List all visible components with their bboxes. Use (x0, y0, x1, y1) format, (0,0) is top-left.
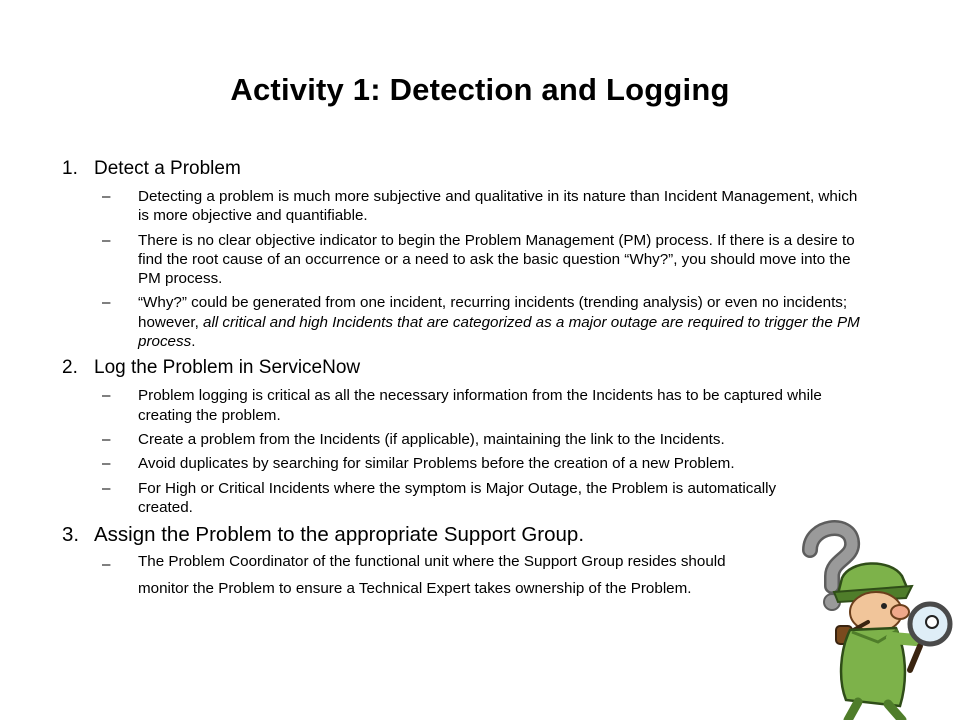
bullet-text: Create a problem from the Incidents (if applicable), maintaining the link to the Incidents. (138, 430, 725, 448)
dash-marker: – (102, 479, 111, 497)
bullet-item (62, 293, 872, 351)
leg (848, 702, 858, 720)
dash-marker: – (102, 556, 111, 574)
bullet-item (62, 479, 872, 518)
dash-marker: – (102, 455, 111, 473)
bullet-text-italic: all critical and high Incidents that are categorized as a major outage are required to trigger the PM process (138, 313, 860, 351)
bullet-text: Problem logging is critical as all the necessary information from the Incidents has to be captured while creating the problem. (138, 387, 822, 424)
magnifier-handle (910, 646, 920, 670)
dash-marker: – (102, 294, 111, 312)
dash-marker: – (102, 231, 111, 249)
bullet-item (62, 430, 872, 449)
bullet-text: For High or Critical Incidents where the symptom is Major Outage, the Problem is automatically created. (138, 479, 777, 516)
slide-content (62, 157, 872, 607)
magnified-eye (926, 616, 938, 628)
section-heading (62, 522, 872, 548)
eye (881, 603, 887, 609)
arm (892, 638, 916, 640)
section-number: 2. (62, 357, 78, 379)
section-detect (62, 157, 872, 351)
section-title: Assign the Problem to the appropriate Support Group. (94, 523, 585, 547)
bullet-item (62, 454, 872, 473)
slide-title: Activity 1: Detection and Logging (230, 72, 730, 107)
bullet-text: Avoid duplicates by searching for similar Problems before the creation of a new Problem. (138, 455, 735, 473)
section-assign (62, 522, 872, 602)
bullet-text: The Problem Coordinator of the functional unit where the Support Group resides should monitor the Problem to ensure a Technical Expert takes ownership of the Problem. (138, 553, 726, 597)
bullet-text-plain: “Why?” could be generated from one incident, recurring incidents (trending analysis) or even no incidents; however, (138, 294, 848, 331)
dash-marker: – (102, 430, 111, 448)
bullet-item (62, 231, 872, 289)
bullet-text (138, 293, 872, 351)
nose (891, 605, 909, 619)
dash-marker: – (102, 387, 111, 405)
section-number: 3. (62, 523, 80, 547)
bullet-item (62, 187, 872, 226)
dash-marker: – (102, 188, 111, 205)
bullet-item (62, 386, 872, 425)
bullet-text-end: . (191, 333, 196, 351)
section-number: 1. (62, 158, 78, 179)
bullet-item (62, 552, 742, 602)
section-heading (62, 157, 872, 181)
bullet-text: Detecting a problem is much more subjective and qualitative in its nature than Incident Management, which is more objective and quantifiable. (138, 188, 858, 225)
section-heading (62, 356, 872, 380)
section-title: Log the Problem in ServiceNow (94, 357, 361, 379)
detective-magnifier-icon (780, 520, 960, 720)
section-log (62, 356, 872, 517)
bullet-text: There is no clear objective indicator to begin the Problem Management (PM) process. If there is a desire to find the root cause of an occurrence or a need to ask the basic question “Why?”, you should move into the PM process. (138, 231, 855, 288)
section-title: Detect a Problem (94, 158, 241, 179)
